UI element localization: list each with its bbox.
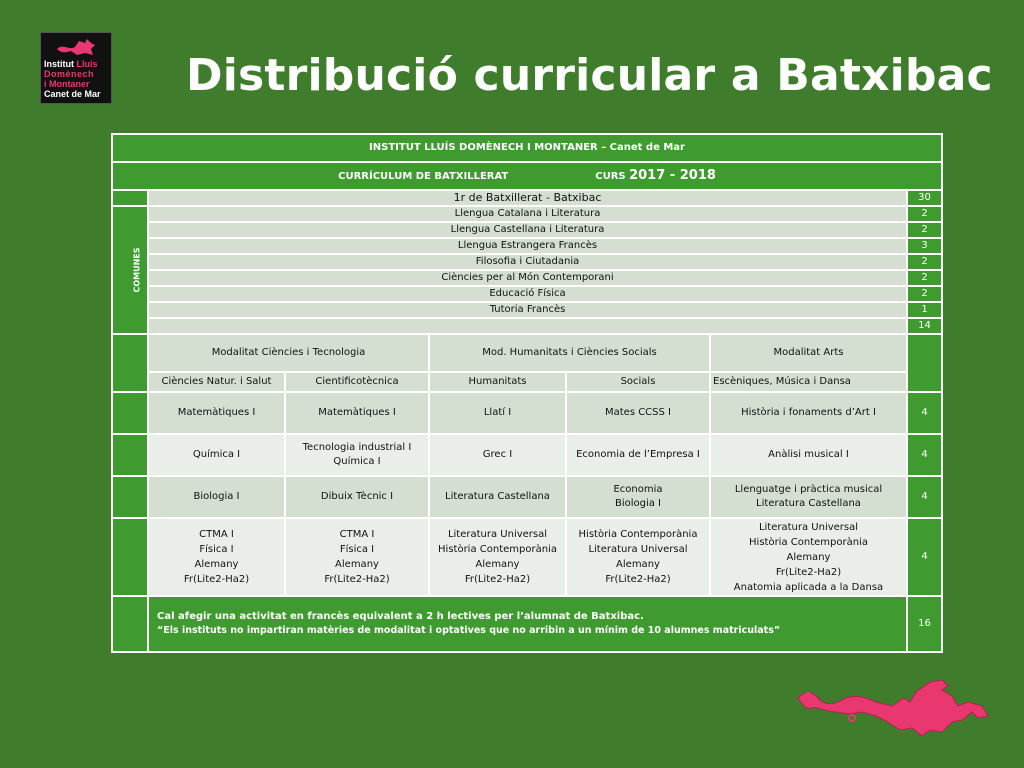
blank-cell: [112, 518, 148, 596]
subject-cell: CTMA I Física I Alemany Fr(Lite2-Ha2): [148, 518, 285, 596]
footnote-line-1: Cal afegir una activitat en francès equivalent a 2 h lectives per l’alumnat de Batxibac.: [157, 611, 644, 622]
logo-line-3: i Montaner: [44, 79, 90, 89]
common-subject-hours: 2: [907, 254, 942, 270]
common-subject-hours: 2: [907, 286, 942, 302]
common-subject: Llengua Castellana i Literatura: [148, 222, 907, 238]
blank-cell: [907, 334, 942, 392]
logo-line-1: Institut Lluís: [44, 59, 98, 69]
blank-cell: [112, 392, 148, 434]
common-subject: Llengua Estrangera Francès: [148, 238, 907, 254]
common-subject-hours: 3: [907, 238, 942, 254]
subject-cell: Literatura Universal Història Contemporània Alemany Fr(Lite2-Ha2) Anatomia aplicada a la Dansa: [710, 518, 907, 596]
page-title: Distribució curricular a Batxibac: [186, 50, 993, 101]
subject-cell: Anàlisi musical I: [710, 434, 907, 476]
subject-cell: Llenguatge i pràctica musical Literatura Castellana: [710, 476, 907, 518]
subject-cell: Economia de l’Empresa I: [566, 434, 710, 476]
footnote: [148, 596, 907, 652]
curriculum-header: [112, 162, 942, 190]
subject-cell: Biologia I: [148, 476, 285, 518]
common-blank-row: [148, 318, 907, 334]
subject-cell: Matemàtiques I: [148, 392, 285, 434]
subject-cell: Història Contemporània Literatura Universal Alemany Fr(Lite2-Ha2): [566, 518, 710, 596]
subject-cell: Química I: [148, 434, 285, 476]
blank-cell: [112, 434, 148, 476]
track-cell: Escèniques, Música i Dansa: [710, 372, 907, 392]
subject-cell: Literatura Castellana: [429, 476, 566, 518]
footnote-line-2: “Els instituts no impartiran matèries de modalitat i optatives que no arribin a un mínim de 10 alumnes matriculats”: [157, 625, 781, 636]
track-cell: Socials: [566, 372, 710, 392]
dragon-decoration-icon: [792, 672, 992, 742]
subject-cell: Tecnologia industrial I Química I: [285, 434, 429, 476]
common-subject: Tutoria Francès: [148, 302, 907, 318]
subject-cell: Economia Biologia I: [566, 476, 710, 518]
logo-line-4: Canet de Mar: [44, 89, 101, 99]
modality-arts: Modalitat Arts: [710, 334, 907, 372]
curriculum-label: CURRÍCULUM DE BATXILLERAT: [338, 170, 509, 182]
school-logo: [40, 32, 112, 104]
curs-value: 2017 - 2018: [629, 167, 716, 183]
track-cell: Cientificotècnica: [285, 372, 429, 392]
dragon-emblem-icon: [55, 37, 99, 57]
blank-cell: [112, 190, 148, 206]
logo-line-2: Domènech: [44, 69, 95, 79]
school-header: INSTITUT LLUÍS DOMÈNECH I MONTANER – Canet de Mar: [112, 134, 942, 162]
blank-cell: [112, 596, 148, 652]
common-subject: Llengua Catalana i Literatura: [148, 206, 907, 222]
curriculum-table: [111, 133, 943, 653]
track-cell: Humanitats: [429, 372, 566, 392]
subject-cell: Llatí I: [429, 392, 566, 434]
subject-cell: Història i fonaments d’Art I: [710, 392, 907, 434]
track-cell: Ciències Natur. i Salut: [148, 372, 285, 392]
common-subject: Educació Física: [148, 286, 907, 302]
comunes-label: COMUNES: [112, 206, 148, 334]
modality-sciences: Modalitat Ciències i Tecnologia: [148, 334, 429, 372]
subject-cell: Literatura Universal Història Contemporània Alemany Fr(Lite2-Ha2): [429, 518, 566, 596]
course-total-hours: 30: [907, 190, 942, 206]
footnote-hours: 16: [907, 596, 942, 652]
modality-humanities: Mod. Humanitats i Ciències Socials: [429, 334, 710, 372]
row-hours: 4: [907, 392, 942, 434]
course-title: 1r de Batxillerat - Batxibac: [148, 190, 907, 206]
common-total-hours: 14: [907, 318, 942, 334]
row-hours: 4: [907, 518, 942, 596]
subject-cell: Matemàtiques I: [285, 392, 429, 434]
subject-cell: CTMA I Física I Alemany Fr(Lite2-Ha2): [285, 518, 429, 596]
common-subject-hours: 2: [907, 222, 942, 238]
common-subject: Ciències per al Món Contemporani: [148, 270, 907, 286]
row-hours: 4: [907, 476, 942, 518]
common-subject: Filosofia i Ciutadania: [148, 254, 907, 270]
row-hours: 4: [907, 434, 942, 476]
common-subject-hours: 1: [907, 302, 942, 318]
common-subject-hours: 2: [907, 270, 942, 286]
subject-cell: Grec I: [429, 434, 566, 476]
curs-label: CURS: [595, 170, 626, 182]
blank-cell: [112, 334, 148, 392]
common-subject-hours: 2: [907, 206, 942, 222]
blank-cell: [112, 476, 148, 518]
subject-cell: Dibuix Tècnic I: [285, 476, 429, 518]
subject-cell: Mates CCSS I: [566, 392, 710, 434]
